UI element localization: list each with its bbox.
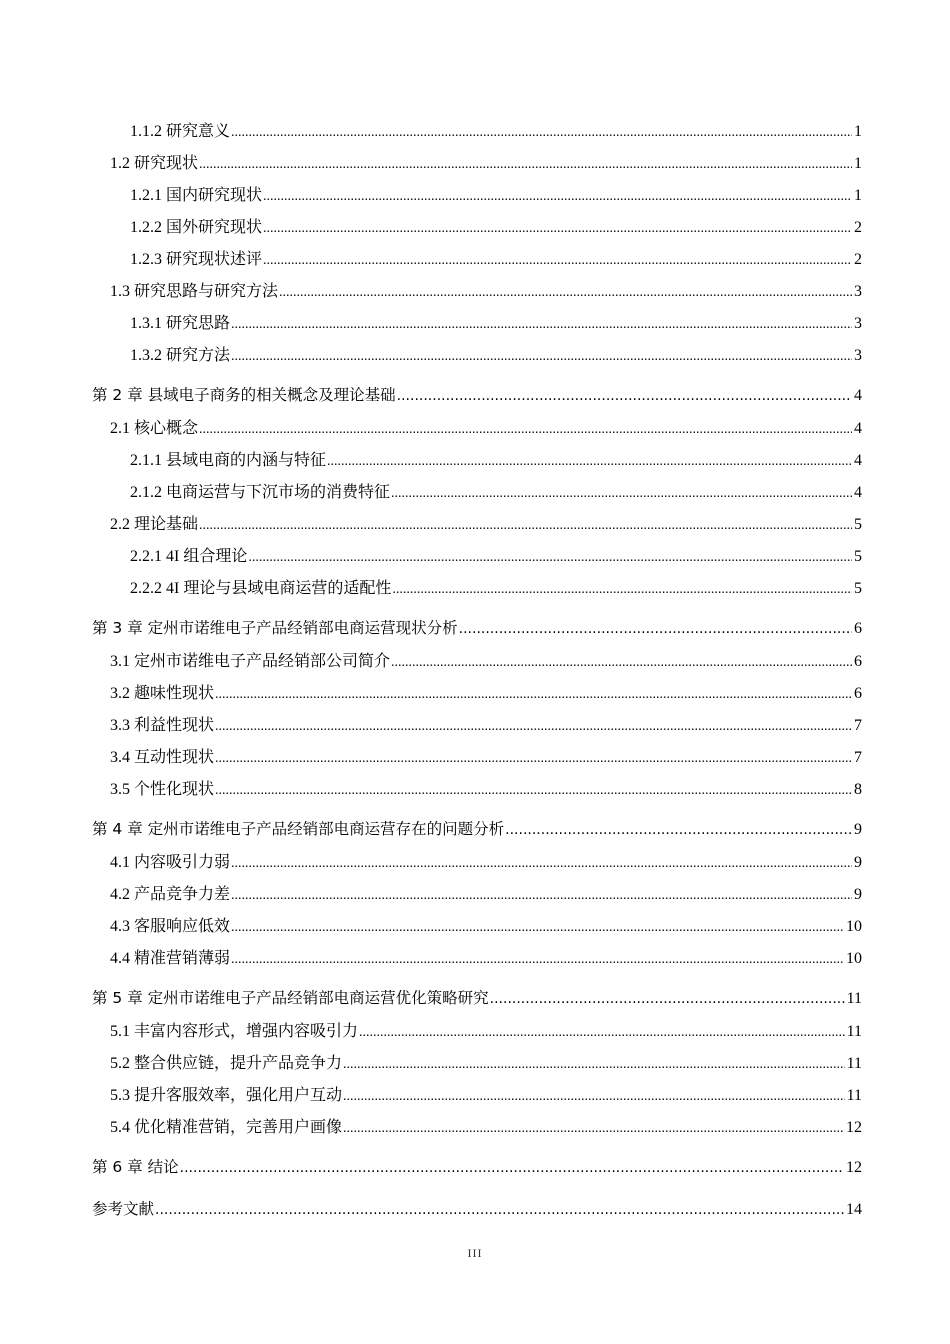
toc-entry-page-number: 6 (854, 620, 862, 637)
toc-entry-page-number: 5 (854, 548, 862, 565)
dot-leader (231, 856, 852, 872)
toc-section-entry[interactable] (110, 648, 862, 672)
toc-entry-label: 2.1.2 电商运营与下沉市场的消费特征 (130, 484, 391, 501)
toc-entry-page-number: 4 (854, 484, 862, 501)
toc-chapter-entry[interactable] (92, 986, 862, 1010)
toc-entry-label: 1.2 研究现状 (110, 155, 199, 172)
dot-leader (327, 454, 852, 470)
toc-entry-page-number: 3 (854, 315, 862, 332)
toc-entry-page-number: 12 (846, 1119, 862, 1136)
dot-leader (248, 550, 852, 566)
toc-subsection-entry[interactable] (130, 182, 862, 206)
toc-entry-label: 3.3 利益性现状 (110, 717, 215, 734)
toc-entry-page-number: 8 (854, 781, 862, 798)
toc-section-entry[interactable] (110, 913, 862, 937)
toc-section-entry[interactable] (110, 776, 862, 800)
dot-leader (199, 157, 852, 173)
dot-leader (263, 221, 852, 237)
dot-leader (155, 1202, 844, 1218)
dot-leader (231, 952, 844, 968)
toc-entry-label: 1.2.3 研究现状述评 (130, 251, 263, 268)
toc-entry-page-number: 11 (846, 1055, 862, 1072)
toc-entry-label: 4.3 客服响应低效 (110, 918, 231, 935)
toc-entry-page-number: 3 (854, 347, 862, 364)
dot-leader (180, 1160, 844, 1176)
toc-entry-label: 5.1 丰富内容形式，增强内容吸引力 (110, 1023, 359, 1040)
toc-entry-page-number: 7 (854, 717, 862, 734)
toc-section-entry[interactable] (110, 511, 862, 535)
toc-entry-label: 1.3.1 研究思路 (130, 315, 231, 332)
dot-leader (505, 822, 852, 838)
toc-section-entry[interactable] (110, 712, 862, 736)
dot-leader (215, 687, 852, 703)
toc-entry-page-number: 9 (854, 854, 862, 871)
toc-subsection-entry[interactable] (130, 543, 862, 567)
toc-subsection-entry[interactable] (130, 246, 862, 270)
toc-subsection-entry[interactable] (130, 575, 862, 599)
toc-entry-label: 第 4 章 定州市诺维电子产品经销部电商运营存在的问题分析 (92, 820, 505, 838)
toc-chapter-entry[interactable] (92, 817, 862, 841)
toc-section-entry[interactable] (110, 278, 862, 302)
dot-leader (231, 317, 852, 333)
dot-leader (391, 655, 852, 671)
toc-entry-label: 2.2.1 4I 组合理论 (130, 548, 248, 565)
dot-leader (215, 783, 852, 799)
dot-leader (199, 422, 852, 438)
toc-entry-label: 1.2.1 国内研究现状 (130, 187, 263, 204)
toc-entry-page-number: 11 (846, 1023, 862, 1040)
toc-section-entry[interactable] (110, 150, 862, 174)
dot-leader (199, 518, 852, 534)
toc-entry-page-number: 2 (854, 219, 862, 236)
dot-leader (215, 719, 852, 735)
toc-section-entry[interactable] (110, 881, 862, 905)
dot-leader (231, 349, 852, 365)
dot-leader (343, 1089, 845, 1105)
toc-entry-label: 1.3.2 研究方法 (130, 347, 231, 364)
toc-entry-page-number: 5 (854, 516, 862, 533)
toc-entry-page-number: 1 (854, 123, 862, 140)
dot-leader (392, 582, 852, 598)
toc-entry-page-number: 4 (854, 387, 862, 404)
toc-entry-label: 2.1 核心概念 (110, 420, 199, 437)
toc-entry-label: 4.4 精准营销薄弱 (110, 950, 231, 967)
toc-entry-page-number: 4 (854, 420, 862, 437)
toc-subsection-entry[interactable] (130, 342, 862, 366)
toc-entry-label: 4.2 产品竞争力差 (110, 886, 231, 903)
toc-entry-page-number: 9 (854, 886, 862, 903)
toc-chapter-entry[interactable] (92, 616, 862, 640)
toc-section-entry[interactable] (110, 415, 862, 439)
toc-entry-label: 1.2.2 国外研究现状 (130, 219, 263, 236)
toc-entry-page-number: 1 (854, 187, 862, 204)
dot-leader (490, 991, 845, 1007)
toc-entry-page-number: 10 (846, 918, 862, 935)
toc-entry-page-number: 6 (854, 685, 862, 702)
toc-chapter-entry[interactable] (92, 1155, 862, 1179)
toc-entry-label: 5.4 优化精准营销，完善用户画像 (110, 1119, 343, 1136)
toc-section-entry[interactable] (110, 744, 862, 768)
toc-entry-page-number: 4 (854, 452, 862, 469)
toc-entry-label: 3.1 定州市诺维电子产品经销部公司简介 (110, 653, 391, 670)
toc-subsection-entry[interactable] (130, 310, 862, 334)
toc-entry-page-number: 9 (854, 821, 862, 838)
dot-leader (215, 751, 852, 767)
toc-section-entry[interactable] (110, 945, 862, 969)
toc-section-entry[interactable] (110, 1082, 862, 1106)
toc-section-entry[interactable] (110, 680, 862, 704)
toc-entry-page-number: 11 (846, 990, 862, 1007)
toc-entry-label: 1.3 研究思路与研究方法 (110, 283, 279, 300)
toc-entry-page-number: 10 (846, 950, 862, 967)
toc-subsection-entry[interactable] (130, 447, 862, 471)
toc-entry-page-number: 11 (846, 1087, 862, 1104)
toc-entry-label: 3.4 互动性现状 (110, 749, 215, 766)
toc-entry-label: 第 2 章 县域电子商务的相关概念及理论基础 (92, 386, 396, 404)
dot-leader (343, 1057, 845, 1073)
page-footer-number: III (467, 1246, 483, 1260)
toc-entry-page-number: 2 (854, 251, 862, 268)
toc-entry-label: 第 6 章 结论 (92, 1158, 179, 1176)
dot-leader (263, 189, 852, 205)
toc-chapter-entry[interactable] (92, 1197, 862, 1221)
dot-leader (231, 888, 852, 904)
toc-entry-page-number: 1 (854, 155, 862, 172)
toc-entry-page-number: 5 (854, 580, 862, 597)
toc-chapter-entry[interactable] (92, 383, 862, 407)
dot-leader (343, 1121, 844, 1137)
toc-entry-label: 3.5 个性化现状 (110, 781, 215, 798)
dot-leader (359, 1025, 845, 1041)
toc-entry-label: 2.1.1 县域电商的内涵与特征 (130, 452, 327, 469)
toc-entry-page-number: 14 (846, 1201, 862, 1218)
toc-entry-label: 参考文献 (92, 1200, 155, 1218)
toc-entry-label: 2.2.2 4I 理论与县域电商运营的适配性 (130, 580, 392, 597)
dot-leader (231, 125, 852, 141)
toc-section-entry[interactable] (110, 849, 862, 873)
toc-section-entry[interactable] (110, 1018, 862, 1042)
dot-leader (397, 388, 852, 404)
dot-leader (459, 621, 852, 637)
dot-leader (231, 920, 844, 936)
toc-entry-label: 5.2 整合供应链，提升产品竞争力 (110, 1055, 343, 1072)
dot-leader (391, 486, 852, 502)
toc-entry-label: 5.3 提升客服效率，强化用户互动 (110, 1087, 343, 1104)
toc-entry-label: 4.1 内容吸引力弱 (110, 854, 231, 871)
toc-entry-label: 1.1.2 研究意义 (130, 123, 231, 140)
dot-leader (279, 285, 852, 301)
toc-entry-page-number: 7 (854, 749, 862, 766)
dot-leader (263, 253, 852, 269)
toc-entry-label: 第 5 章 定州市诺维电子产品经销部电商运营优化策略研究 (92, 989, 489, 1007)
toc-entry-page-number: 3 (854, 283, 862, 300)
toc-section-entry[interactable] (110, 1114, 862, 1138)
toc-subsection-entry[interactable] (130, 118, 862, 142)
toc-entry-page-number: 6 (854, 653, 862, 670)
toc-entry-label: 第 3 章 定州市诺维电子产品经销部电商运营现状分析 (92, 619, 458, 637)
toc-subsection-entry[interactable] (130, 214, 862, 238)
toc-entry-label: 3.2 趣味性现状 (110, 685, 215, 702)
toc-section-entry[interactable] (110, 1050, 862, 1074)
toc-entry-page-number: 12 (846, 1159, 862, 1176)
toc-subsection-entry[interactable] (130, 479, 862, 503)
toc-entry-label: 2.2 理论基础 (110, 516, 199, 533)
